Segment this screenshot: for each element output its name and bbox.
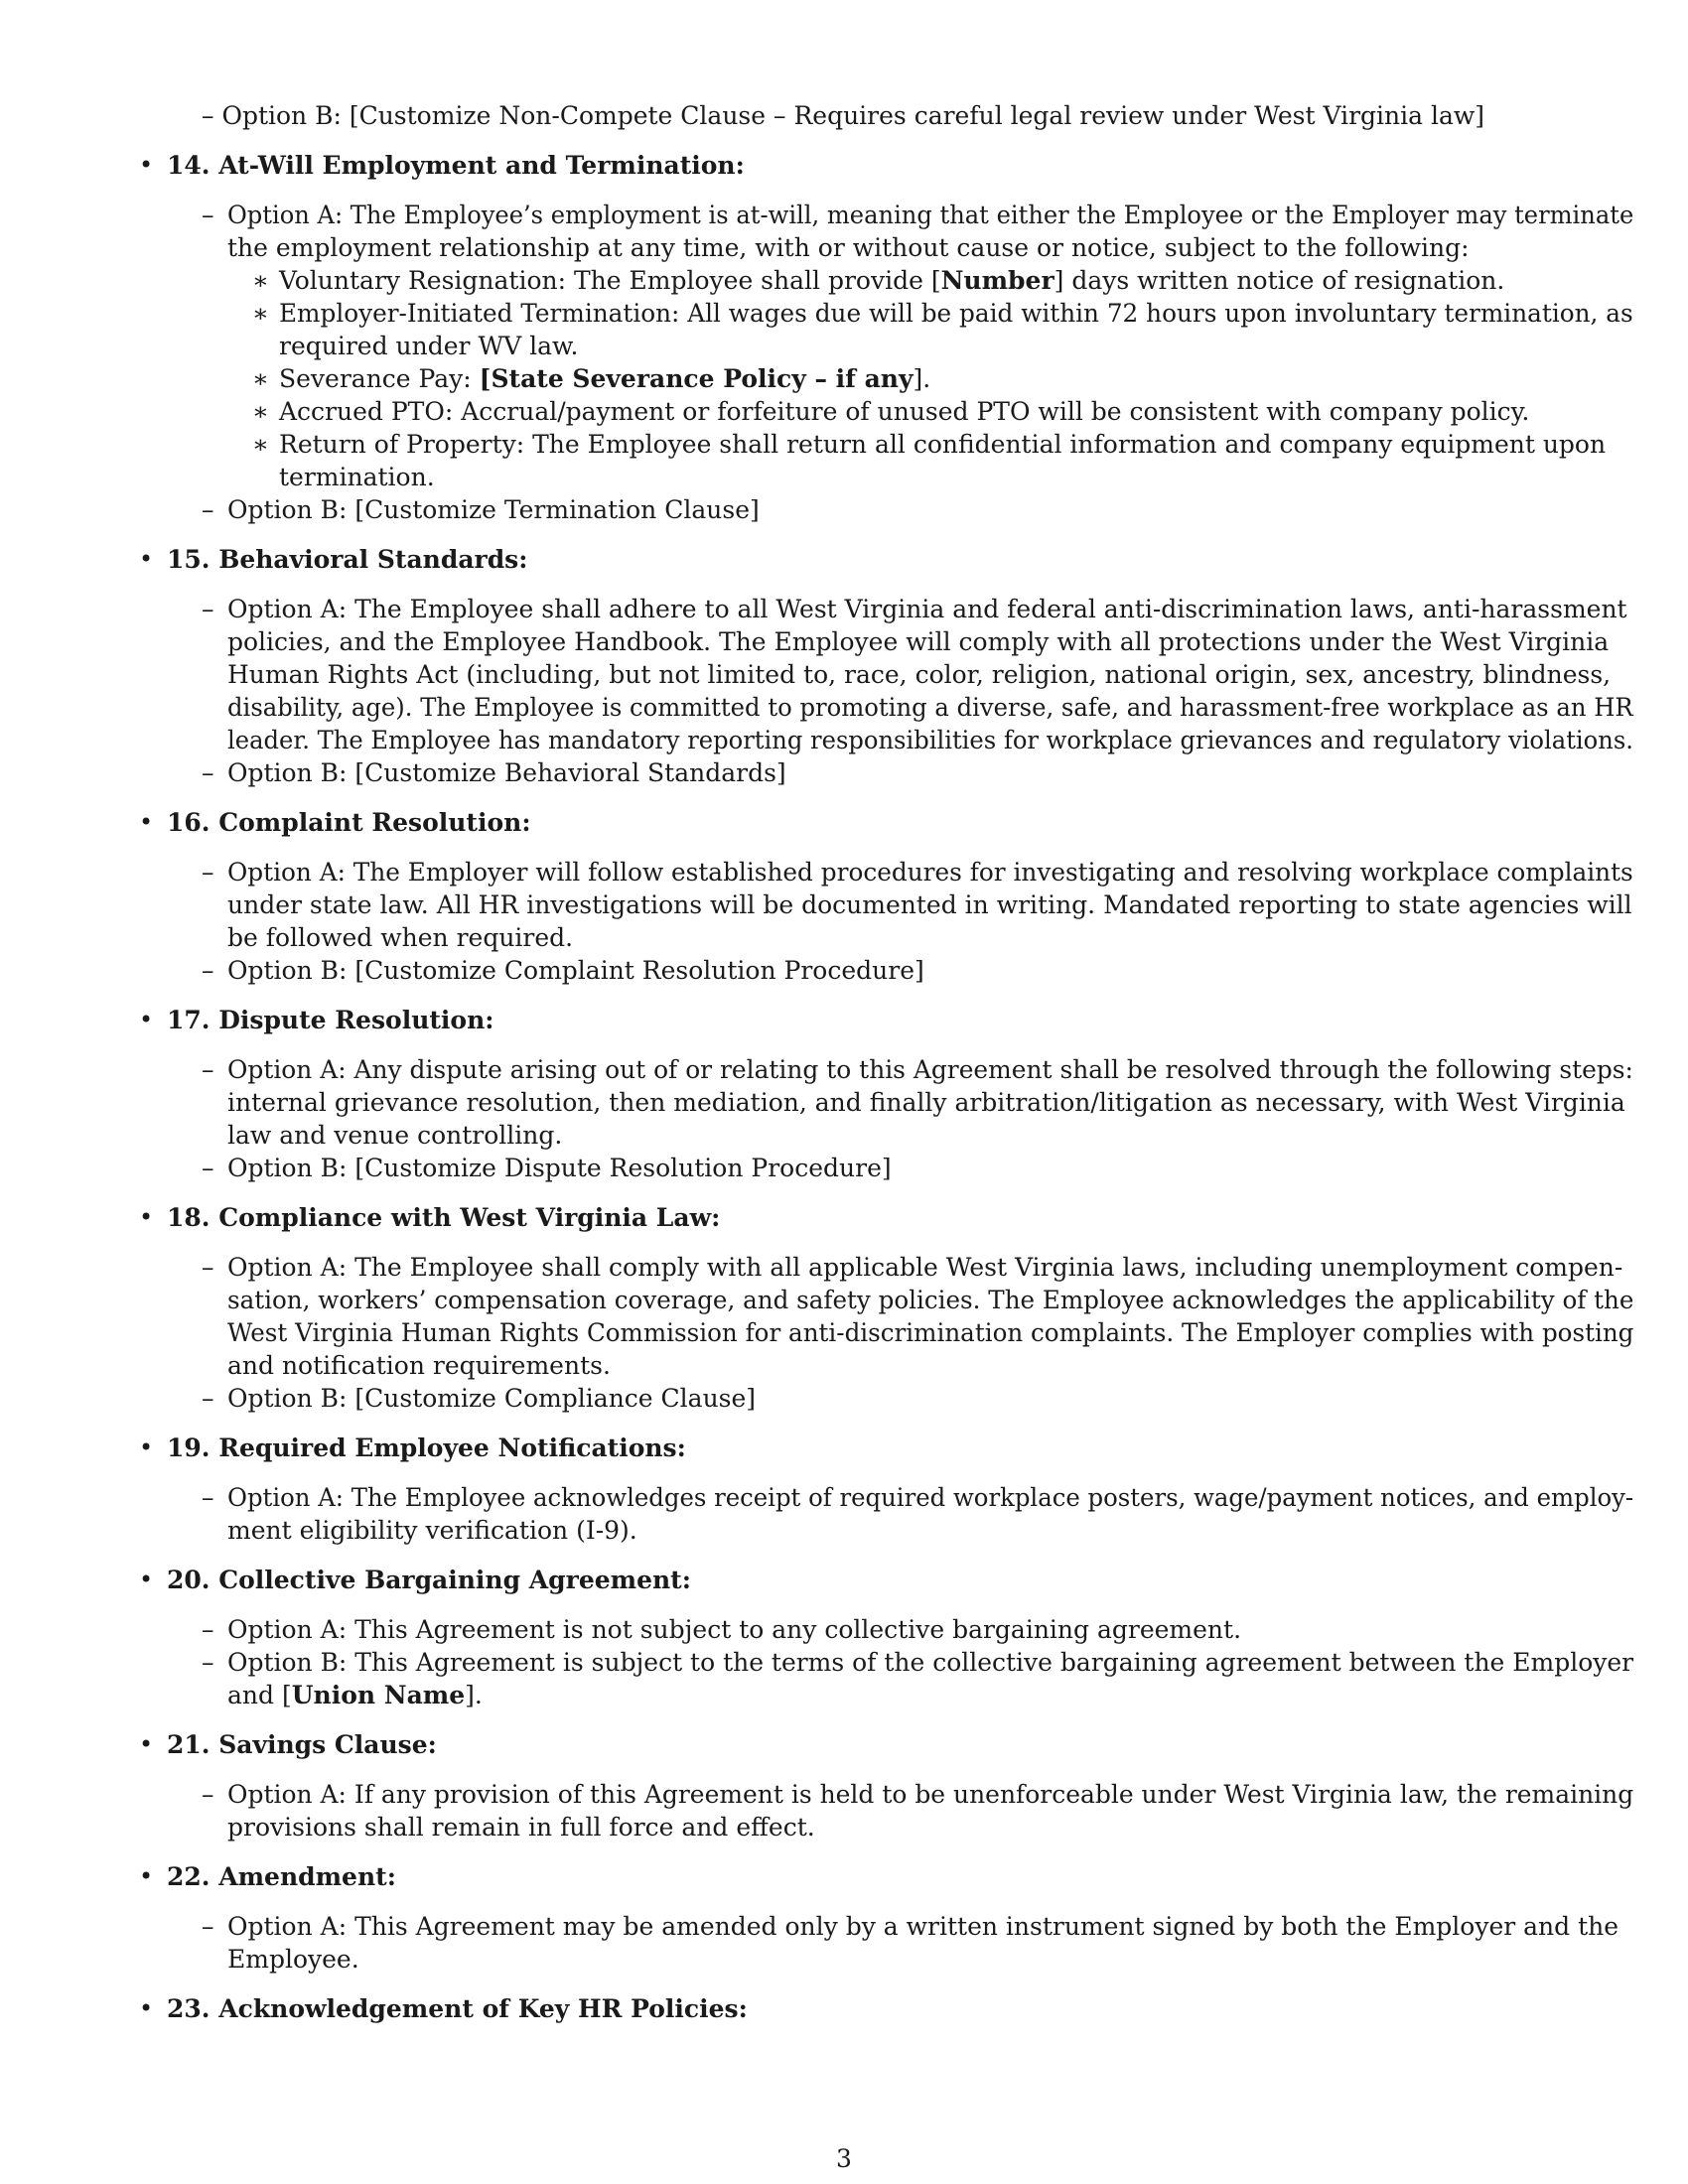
s17-option-a-line2: internal grievance resolution, then mediation, and finally arbitration/litigation as necessary, with West Virginia: [227, 1088, 1625, 1117]
dash-icon: –: [202, 595, 214, 623]
s17-option-a-line1: Option A: Any dispute arising out of or relating to this Agreement shall be resolved through the following steps:: [227, 1055, 1633, 1084]
s14-item-return-property-line1: Return of Property: The Employee shall return all confidential information and company equipment upon: [279, 430, 1607, 459]
dash-icon: –: [202, 201, 214, 229]
s14-item-severance-pay: Severance Pay: [State Severance Policy – if any].: [279, 364, 931, 393]
s18-option-a-line3: West Virginia Human Rights Commission for anti-discrimination complaints. The Employer complies with posting: [227, 1318, 1634, 1347]
s18-option-a-line1: Option A: The Employee shall comply with all applicable West Virginia laws, including unemployment compen-: [227, 1253, 1623, 1282]
dash-icon: –: [202, 1253, 214, 1282]
s16-option-a-line3: be followed when required.: [227, 923, 574, 952]
s15-option-a-line3: Human Rights Act (including, but not limited to, race, color, religion, national origin, sex, ancestry, blindness,: [227, 660, 1612, 689]
dash-icon: –: [202, 1912, 214, 1941]
s20-option-a: Option A: This Agreement is not subject to any collective bargaining agreement.: [227, 1615, 1242, 1644]
s14-item-accrued-pto: Accrued PTO: Accrual/payment or forfeiture of unused PTO will be consistent with company policy.: [279, 397, 1530, 426]
s14-item-return-property-line2: termination.: [279, 463, 435, 491]
bullet-icon: •: [139, 1730, 154, 1758]
s18-option-a-line4: and notification requirements.: [227, 1351, 611, 1380]
s20-option-b-line2: and [Union Name].: [227, 1681, 483, 1709]
s21-option-a-line2: provisions shall remain in full force and effect.: [227, 1813, 815, 1842]
bullet-icon: •: [139, 1566, 154, 1593]
asterisk-icon: ∗: [252, 430, 269, 459]
dash-icon: –: [202, 1615, 214, 1644]
s21-option-a-line1: Option A: If any provision of this Agreement is held to be unenforceable under West Virginia law, the remaining: [227, 1780, 1634, 1809]
section-22-heading: 22. Amendment:: [167, 1862, 396, 1891]
s19-option-a-line2: ment eligibility verification (I-9).: [227, 1516, 637, 1545]
bullet-icon: •: [139, 1433, 154, 1461]
bullet-icon: •: [139, 808, 154, 836]
dash-icon: –: [202, 1780, 214, 1809]
dash-icon: –: [202, 956, 214, 985]
s20-option-b-line1: Option B: This Agreement is subject to the terms of the collective bargaining agreement between the Employer: [227, 1648, 1634, 1677]
s22-option-a-line1: Option A: This Agreement may be amended only by a written instrument signed by both the Employer and the: [227, 1912, 1619, 1941]
option-b-noncompete: – Option B: [Customize Non-Compete Clause – Requires careful legal review under West Virginia law]: [202, 101, 1485, 130]
page-number: 3: [836, 2144, 852, 2173]
dash-icon: –: [202, 495, 214, 524]
section-21-heading: 21. Savings Clause:: [167, 1730, 437, 1759]
section-15-heading: 15. Behavioral Standards:: [167, 545, 528, 574]
bullet-icon: •: [139, 1862, 154, 1890]
section-23-heading: 23. Acknowledgement of Key HR Policies:: [167, 1994, 748, 2023]
s14-item-employer-termination-line2: required under WV law.: [279, 332, 579, 360]
s18-option-b: Option B: [Customize Compliance Clause]: [227, 1384, 757, 1413]
section-18-heading: 18. Compliance with West Virginia Law:: [167, 1203, 721, 1232]
asterisk-icon: ∗: [252, 364, 269, 393]
s14-item-employer-termination-line1: Employer-Initiated Termination: All wages due will be paid within 72 hours upon involuntary termination, as: [279, 299, 1633, 328]
asterisk-icon: ∗: [252, 266, 269, 295]
bullet-icon: •: [139, 1006, 154, 1033]
s19-option-a-line1: Option A: The Employee acknowledges receipt of required workplace posters, wage/payment notices, and employ-: [227, 1483, 1634, 1512]
asterisk-icon: ∗: [252, 299, 269, 328]
bullet-icon: •: [139, 545, 154, 573]
dash-icon: –: [202, 758, 214, 787]
s16-option-a-line1: Option A: The Employer will follow established procedures for investigating and resolving workplace complaints: [227, 858, 1633, 887]
section-14-heading: 14. At-Will Employment and Termination:: [167, 151, 745, 180]
dash-icon: –: [202, 1055, 214, 1084]
bullet-icon: •: [139, 151, 154, 179]
s15-option-a-line5: leader. The Employee has mandatory reporting responsibilities for workplace grievances and regulatory violations.: [227, 726, 1633, 754]
s15-option-b: Option B: [Customize Behavioral Standards]: [227, 758, 786, 787]
s15-option-a-line2: policies, and the Employee Handbook. The Employee will comply with all protections under the West Virginia: [227, 627, 1610, 656]
section-16-heading: 16. Complaint Resolution:: [167, 808, 531, 837]
section-17-heading: 17. Dispute Resolution:: [167, 1006, 494, 1034]
s22-option-a-line2: Employee.: [227, 1945, 359, 1974]
dash-icon: –: [202, 1483, 214, 1512]
s14-item-voluntary-resignation: Voluntary Resignation: The Employee shall provide [Number] days written notice of resignation.: [279, 266, 1505, 295]
s14-option-a-line2: the employment relationship at any time, with or without cause or notice, subject to the following:: [227, 233, 1470, 262]
s15-option-a-line1: Option A: The Employee shall adhere to all West Virginia and federal anti-discrimination laws, anti-harassment: [227, 595, 1627, 623]
section-20-heading: 20. Collective Bargaining Agreement:: [167, 1566, 691, 1594]
dash-icon: –: [202, 1648, 214, 1677]
dash-icon: –: [202, 1154, 214, 1182]
bullet-icon: •: [139, 1994, 154, 2022]
s16-option-b: Option B: [Customize Complaint Resolution Procedure]: [227, 956, 924, 985]
dash-icon: –: [202, 1384, 214, 1413]
s18-option-a-line2: sation, workers’ compensation coverage, and safety policies. The Employee acknowledges the applicability of the: [227, 1286, 1634, 1314]
bullet-icon: •: [139, 1203, 154, 1231]
asterisk-icon: ∗: [252, 397, 269, 426]
s17-option-b: Option B: [Customize Dispute Resolution Procedure]: [227, 1154, 892, 1182]
section-19-heading: 19. Required Employee Notifications:: [167, 1433, 686, 1462]
s16-option-a-line2: under state law. All HR investigations will be documented in writing. Mandated reporting to state agencies will: [227, 890, 1632, 919]
s17-option-a-line3: law and venue controlling.: [227, 1121, 563, 1150]
s14-option-b: Option B: [Customize Termination Clause]: [227, 495, 760, 524]
s15-option-a-line4: disability, age). The Employee is committed to promoting a diverse, safe, and harassment-free workplace as an HR: [227, 693, 1633, 722]
s14-option-a-line1: Option A: The Employee’s employment is at-will, meaning that either the Employee or the Employer may terminate: [227, 201, 1634, 229]
dash-icon: –: [202, 858, 214, 887]
